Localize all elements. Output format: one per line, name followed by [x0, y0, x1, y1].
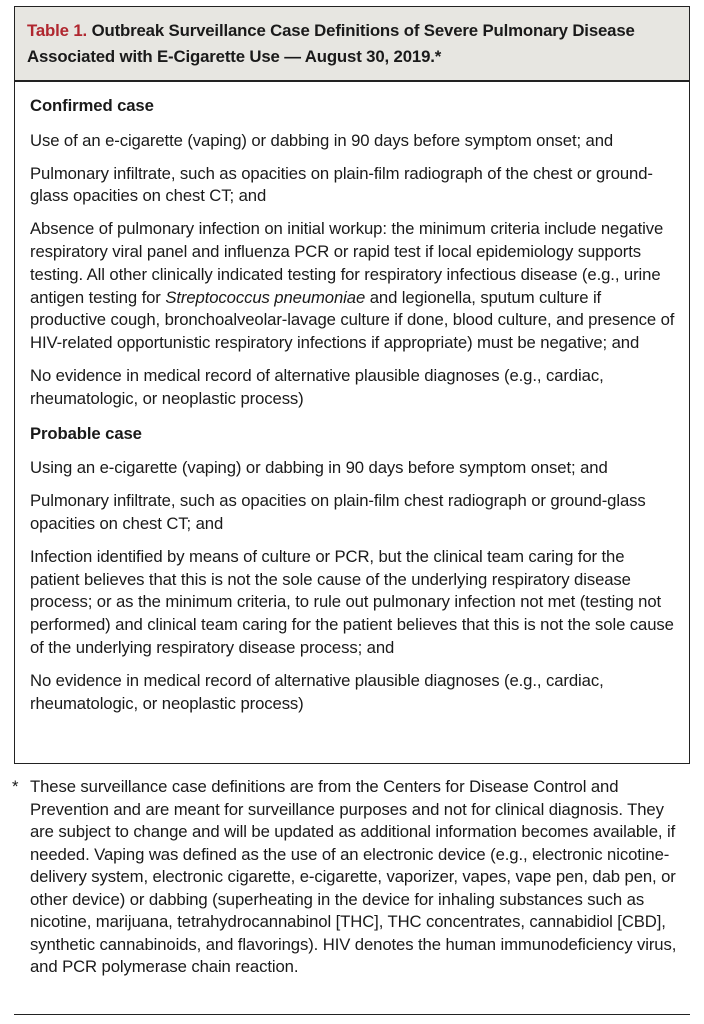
confirmed-criterion-infection-text-2: and legionella, sputum culture if productive cough, bronchoalveolar-lavage culture if done, blood culture, and presence of HIV-related opportunistic respiratory infections if appropriate) must be negative; and	[30, 287, 675, 353]
case-definitions-table	[14, 6, 690, 764]
confirmed-criterion-vaping: Use of an e-cigarette (vaping) or dabbing in 90 days before symptom onset; and	[30, 130, 614, 150]
probable-criterion-infiltrate: Pulmonary infiltrate, such as opacities on plain-film chest radiograph or ground-glass opacities on chest CT; and	[30, 491, 646, 533]
confirmed-criterion-infection	[30, 218, 675, 355]
probable-case-heading: Probable case	[30, 423, 142, 443]
table-label: Table 1.	[27, 21, 88, 40]
organism-name: Streptococcus pneumoniae	[165, 287, 366, 307]
bottom-divider	[14, 1014, 690, 1015]
confirmed-criterion-infection-text-1: Absence of pulmonary infection on initial workup: the minimum criteria include negative respiratory viral panel and influenza PCR or rapid test if local epidemiology supports testing. All other clinically indicated testing for respiratory infectious disease (e.g., urine antigen testing for	[30, 219, 664, 307]
probable-criterion-alternatives: No evidence in medical record of alternative plausible diagnoses (e.g., cardiac, rheumatologic, or neoplastic process)	[30, 670, 604, 713]
table-caption	[15, 7, 689, 82]
footnote-text: These surveillance case definitions are from the Centers for Disease Control and Prevention and are meant for surveillance purposes and not for clinical diagnosis. They are subject to change and will be updated as additional information becomes available, if needed. Vaping was defined as the use of an electronic device (e.g., electronic nicotine-delivery system, electronic cigarette, e-cigarette, vaporizer, vapes, vape pen, dab pen, or other device) or dabbing (superheating in the device for inhaling substances such as nicotine, marijuana, tetrahydrocannabinol [THC], THC concentrates, cannabidiol [CBD], synthetic cannabinoids, and flavorings). HIV denotes the human immunodeficiency virus, and PCR polymerase chain reaction.	[30, 777, 677, 976]
confirmed-case-heading: Confirmed case	[30, 96, 154, 115]
table-title: Outbreak Surveillance Case Definitions of Severe Pulmonary Disease Associated with E-Cigarette Use — August 30, 2019.*	[27, 21, 635, 66]
confirmed-criterion-alternatives: No evidence in medical record of alternative plausible diagnoses (e.g., cardiac, rheumatologic, or neoplastic process)	[30, 365, 604, 408]
probable-criterion-vaping: Using an e-cigarette (vaping) or dabbing in 90 days before symptom onset; and	[30, 458, 608, 478]
probable-criterion-infection: Infection identified by means of culture or PCR, but the clinical team caring for the patient believes that this is not the sole cause of the underlying respiratory disease process; or as the minimum criteria, to rule out pulmonary infection not met (testing not performed) and clinical team caring for the patient believes that this is not the sole cause of the underlying respiratory disease process; and	[30, 546, 674, 657]
footnote-marker: *	[12, 777, 19, 796]
table-body	[15, 82, 689, 715]
confirmed-criterion-infiltrate: Pulmonary infiltrate, such as opacities on plain-film radiograph of the chest or ground-glass opacities on chest CT; and	[30, 163, 653, 206]
table-footnote	[12, 776, 690, 979]
